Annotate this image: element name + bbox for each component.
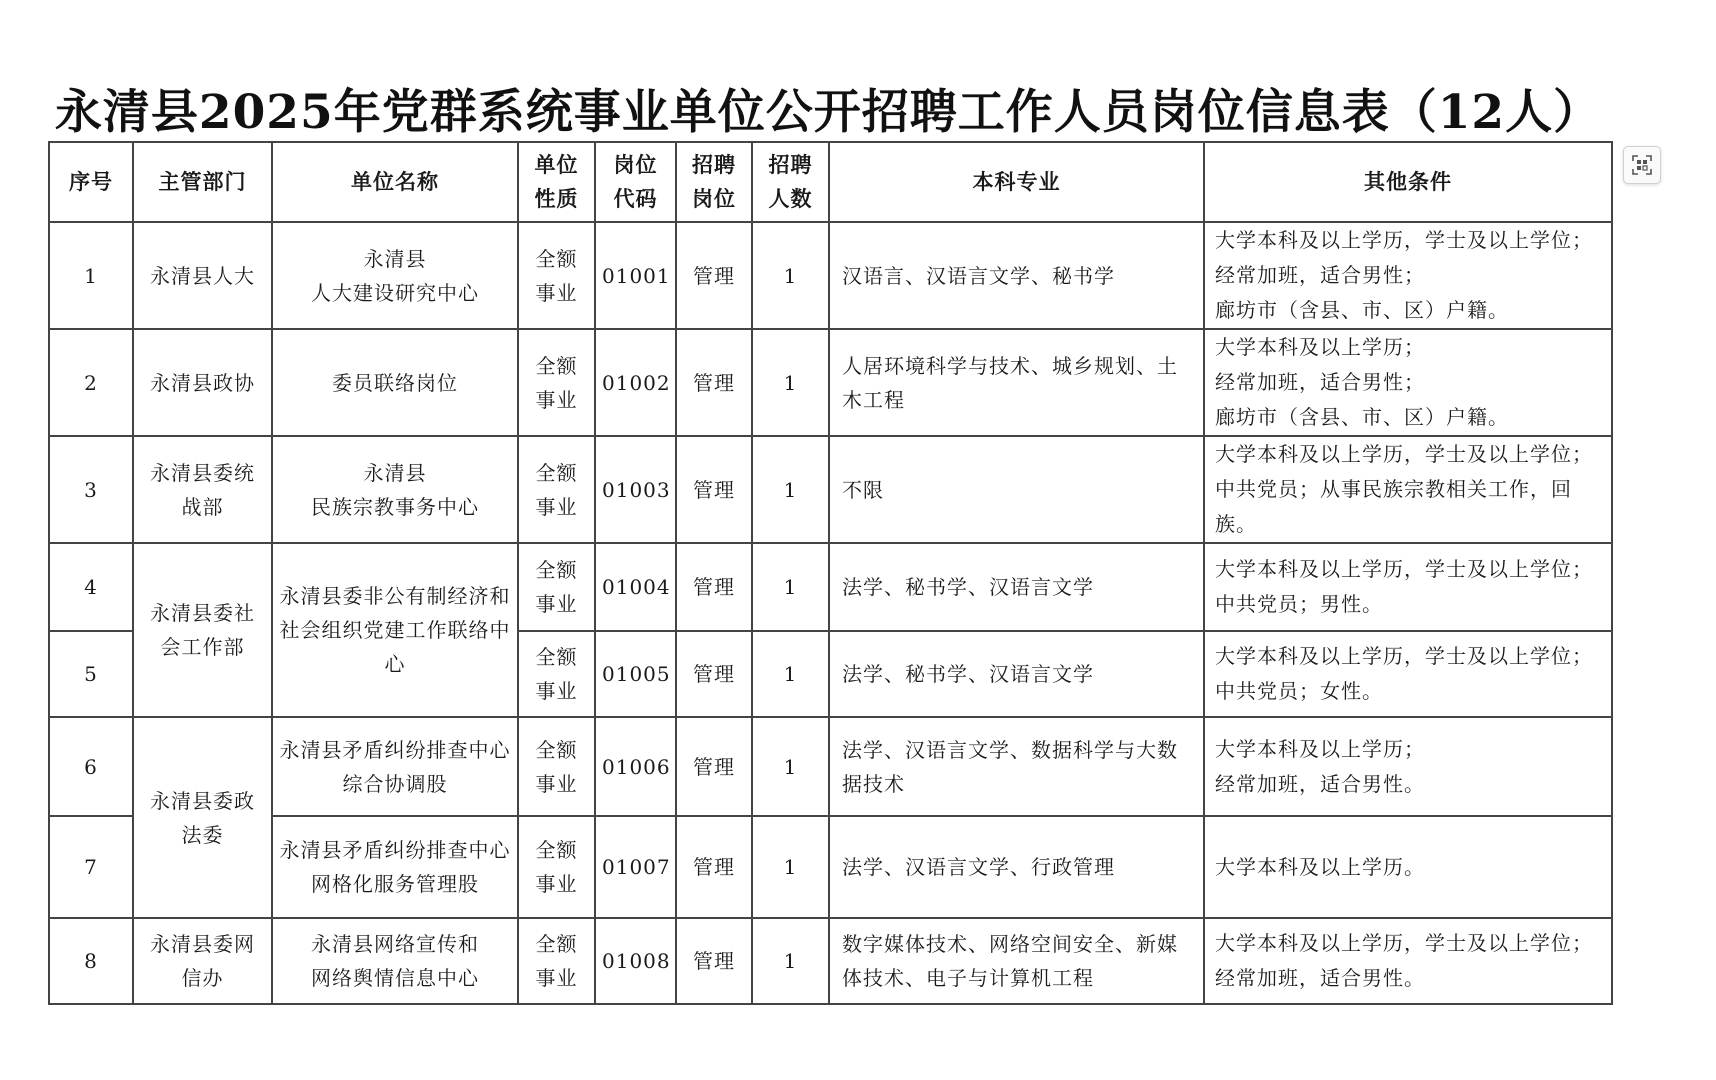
cell-major: 不限 bbox=[829, 436, 1204, 543]
cell-count: 1 bbox=[752, 631, 829, 717]
cell-unit-name: 永清县矛盾纠纷排查中心 综合协调股 bbox=[272, 717, 518, 816]
job-info-table bbox=[48, 141, 1613, 1005]
cell-unit-name: 永清县 人大建设研究中心 bbox=[272, 222, 518, 329]
cell-post-code: 01001 bbox=[595, 222, 676, 329]
cell-major: 法学、秘书学、汉语言文学 bbox=[829, 543, 1204, 631]
cell-unit-nature: 全额 事业 bbox=[518, 816, 595, 918]
table-row bbox=[49, 329, 1612, 436]
cell-major: 人居环境科学与技术、城乡规划、土木工程 bbox=[829, 329, 1204, 436]
header-department: 主管部门 bbox=[133, 142, 272, 222]
header-post-type: 招聘 岗位 bbox=[676, 142, 752, 222]
cell-index: 1 bbox=[49, 222, 133, 329]
cell-post-code: 01005 bbox=[595, 631, 676, 717]
cell-unit-name: 委员联络岗位 bbox=[272, 329, 518, 436]
cell-unit-name: 永清县委非公有制经济和社会组织党建工作联络中心 bbox=[272, 543, 518, 717]
cell-unit-name: 永清县矛盾纠纷排查中心 网格化服务管理股 bbox=[272, 816, 518, 918]
cell-post-type: 管理 bbox=[676, 717, 752, 816]
cell-conditions: 大学本科及以上学历； 经常加班，适合男性。 bbox=[1204, 717, 1612, 816]
cell-conditions: 大学本科及以上学历，学士及以上学位；中共党员；男性。 bbox=[1204, 543, 1612, 631]
cell-unit-nature: 全额 事业 bbox=[518, 329, 595, 436]
cell-count: 1 bbox=[752, 222, 829, 329]
cell-post-code: 01004 bbox=[595, 543, 676, 631]
header-index: 序号 bbox=[49, 142, 133, 222]
cell-index: 5 bbox=[49, 631, 133, 717]
qr-scan-button[interactable] bbox=[1623, 146, 1661, 184]
cell-post-code: 01002 bbox=[595, 329, 676, 436]
header-unit-name: 单位名称 bbox=[272, 142, 518, 222]
cell-unit-nature: 全额 事业 bbox=[518, 631, 595, 717]
cell-count: 1 bbox=[752, 717, 829, 816]
cell-unit-nature: 全额 事业 bbox=[518, 222, 595, 329]
cell-conditions: 大学本科及以上学历。 bbox=[1204, 816, 1612, 918]
cell-count: 1 bbox=[752, 436, 829, 543]
cell-conditions: 大学本科及以上学历，学士及以上学位；中共党员；女性。 bbox=[1204, 631, 1612, 717]
cell-major: 法学、汉语言文学、行政管理 bbox=[829, 816, 1204, 918]
cell-conditions: 大学本科及以上学历，学士及以上学位；中共党员；从事民族宗教相关工作，回族。 bbox=[1204, 436, 1612, 543]
page-title: 永清县2025年党群系统事业单位公开招聘工作人员岗位信息表（12人） bbox=[54, 85, 1602, 140]
table-header-row bbox=[49, 142, 1612, 222]
cell-unit-name: 永清县 民族宗教事务中心 bbox=[272, 436, 518, 543]
cell-department: 永清县委政法委 bbox=[133, 717, 272, 918]
cell-count: 1 bbox=[752, 543, 829, 631]
cell-post-type: 管理 bbox=[676, 543, 752, 631]
cell-unit-nature: 全额 事业 bbox=[518, 543, 595, 631]
table-row bbox=[49, 436, 1612, 543]
cell-index: 6 bbox=[49, 717, 133, 816]
table-row bbox=[49, 222, 1612, 329]
cell-conditions: 大学本科及以上学历； 经常加班，适合男性； 廊坊市（含县、市、区）户籍。 bbox=[1204, 329, 1612, 436]
cell-count: 1 bbox=[752, 918, 829, 1004]
cell-index: 2 bbox=[49, 329, 133, 436]
cell-post-type: 管理 bbox=[676, 918, 752, 1004]
table-row bbox=[49, 918, 1612, 1004]
cell-post-type: 管理 bbox=[676, 329, 752, 436]
cell-major: 法学、秘书学、汉语言文学 bbox=[829, 631, 1204, 717]
table-row bbox=[49, 717, 1612, 816]
cell-department: 永清县委网信办 bbox=[133, 918, 272, 1004]
table-row bbox=[49, 543, 1612, 631]
cell-post-code: 01007 bbox=[595, 816, 676, 918]
cell-post-type: 管理 bbox=[676, 222, 752, 329]
cell-department: 永清县委社会工作部 bbox=[133, 543, 272, 717]
cell-post-code: 01006 bbox=[595, 717, 676, 816]
header-unit-nature: 单位 性质 bbox=[518, 142, 595, 222]
qr-scan-icon bbox=[1631, 154, 1653, 176]
cell-department: 永清县人大 bbox=[133, 222, 272, 329]
cell-unit-nature: 全额 事业 bbox=[518, 918, 595, 1004]
header-post-code: 岗位 代码 bbox=[595, 142, 676, 222]
cell-index: 7 bbox=[49, 816, 133, 918]
cell-major: 汉语言、汉语言文学、秘书学 bbox=[829, 222, 1204, 329]
header-conditions: 其他条件 bbox=[1204, 142, 1612, 222]
cell-count: 1 bbox=[752, 816, 829, 918]
cell-department: 永清县委统战部 bbox=[133, 436, 272, 543]
cell-index: 8 bbox=[49, 918, 133, 1004]
cell-count: 1 bbox=[752, 329, 829, 436]
cell-major: 法学、汉语言文学、数据科学与大数据技术 bbox=[829, 717, 1204, 816]
cell-major: 数字媒体技术、网络空间安全、新媒体技术、电子与计算机工程 bbox=[829, 918, 1204, 1004]
cell-unit-nature: 全额 事业 bbox=[518, 436, 595, 543]
header-major: 本科专业 bbox=[829, 142, 1204, 222]
cell-post-type: 管理 bbox=[676, 436, 752, 543]
cell-post-type: 管理 bbox=[676, 816, 752, 918]
cell-unit-name: 永清县网络宣传和 网络舆情信息中心 bbox=[272, 918, 518, 1004]
cell-conditions: 大学本科及以上学历，学士及以上学位；经常加班，适合男性。 bbox=[1204, 918, 1612, 1004]
cell-department: 永清县政协 bbox=[133, 329, 272, 436]
cell-post-type: 管理 bbox=[676, 631, 752, 717]
cell-index: 3 bbox=[49, 436, 133, 543]
header-count: 招聘 人数 bbox=[752, 142, 829, 222]
cell-index: 4 bbox=[49, 543, 133, 631]
cell-unit-nature: 全额 事业 bbox=[518, 717, 595, 816]
cell-conditions: 大学本科及以上学历，学士及以上学位；经常加班，适合男性； 廊坊市（含县、市、区）户籍。 bbox=[1204, 222, 1612, 329]
table-row bbox=[49, 816, 1612, 918]
cell-post-code: 01008 bbox=[595, 918, 676, 1004]
cell-post-code: 01003 bbox=[595, 436, 676, 543]
